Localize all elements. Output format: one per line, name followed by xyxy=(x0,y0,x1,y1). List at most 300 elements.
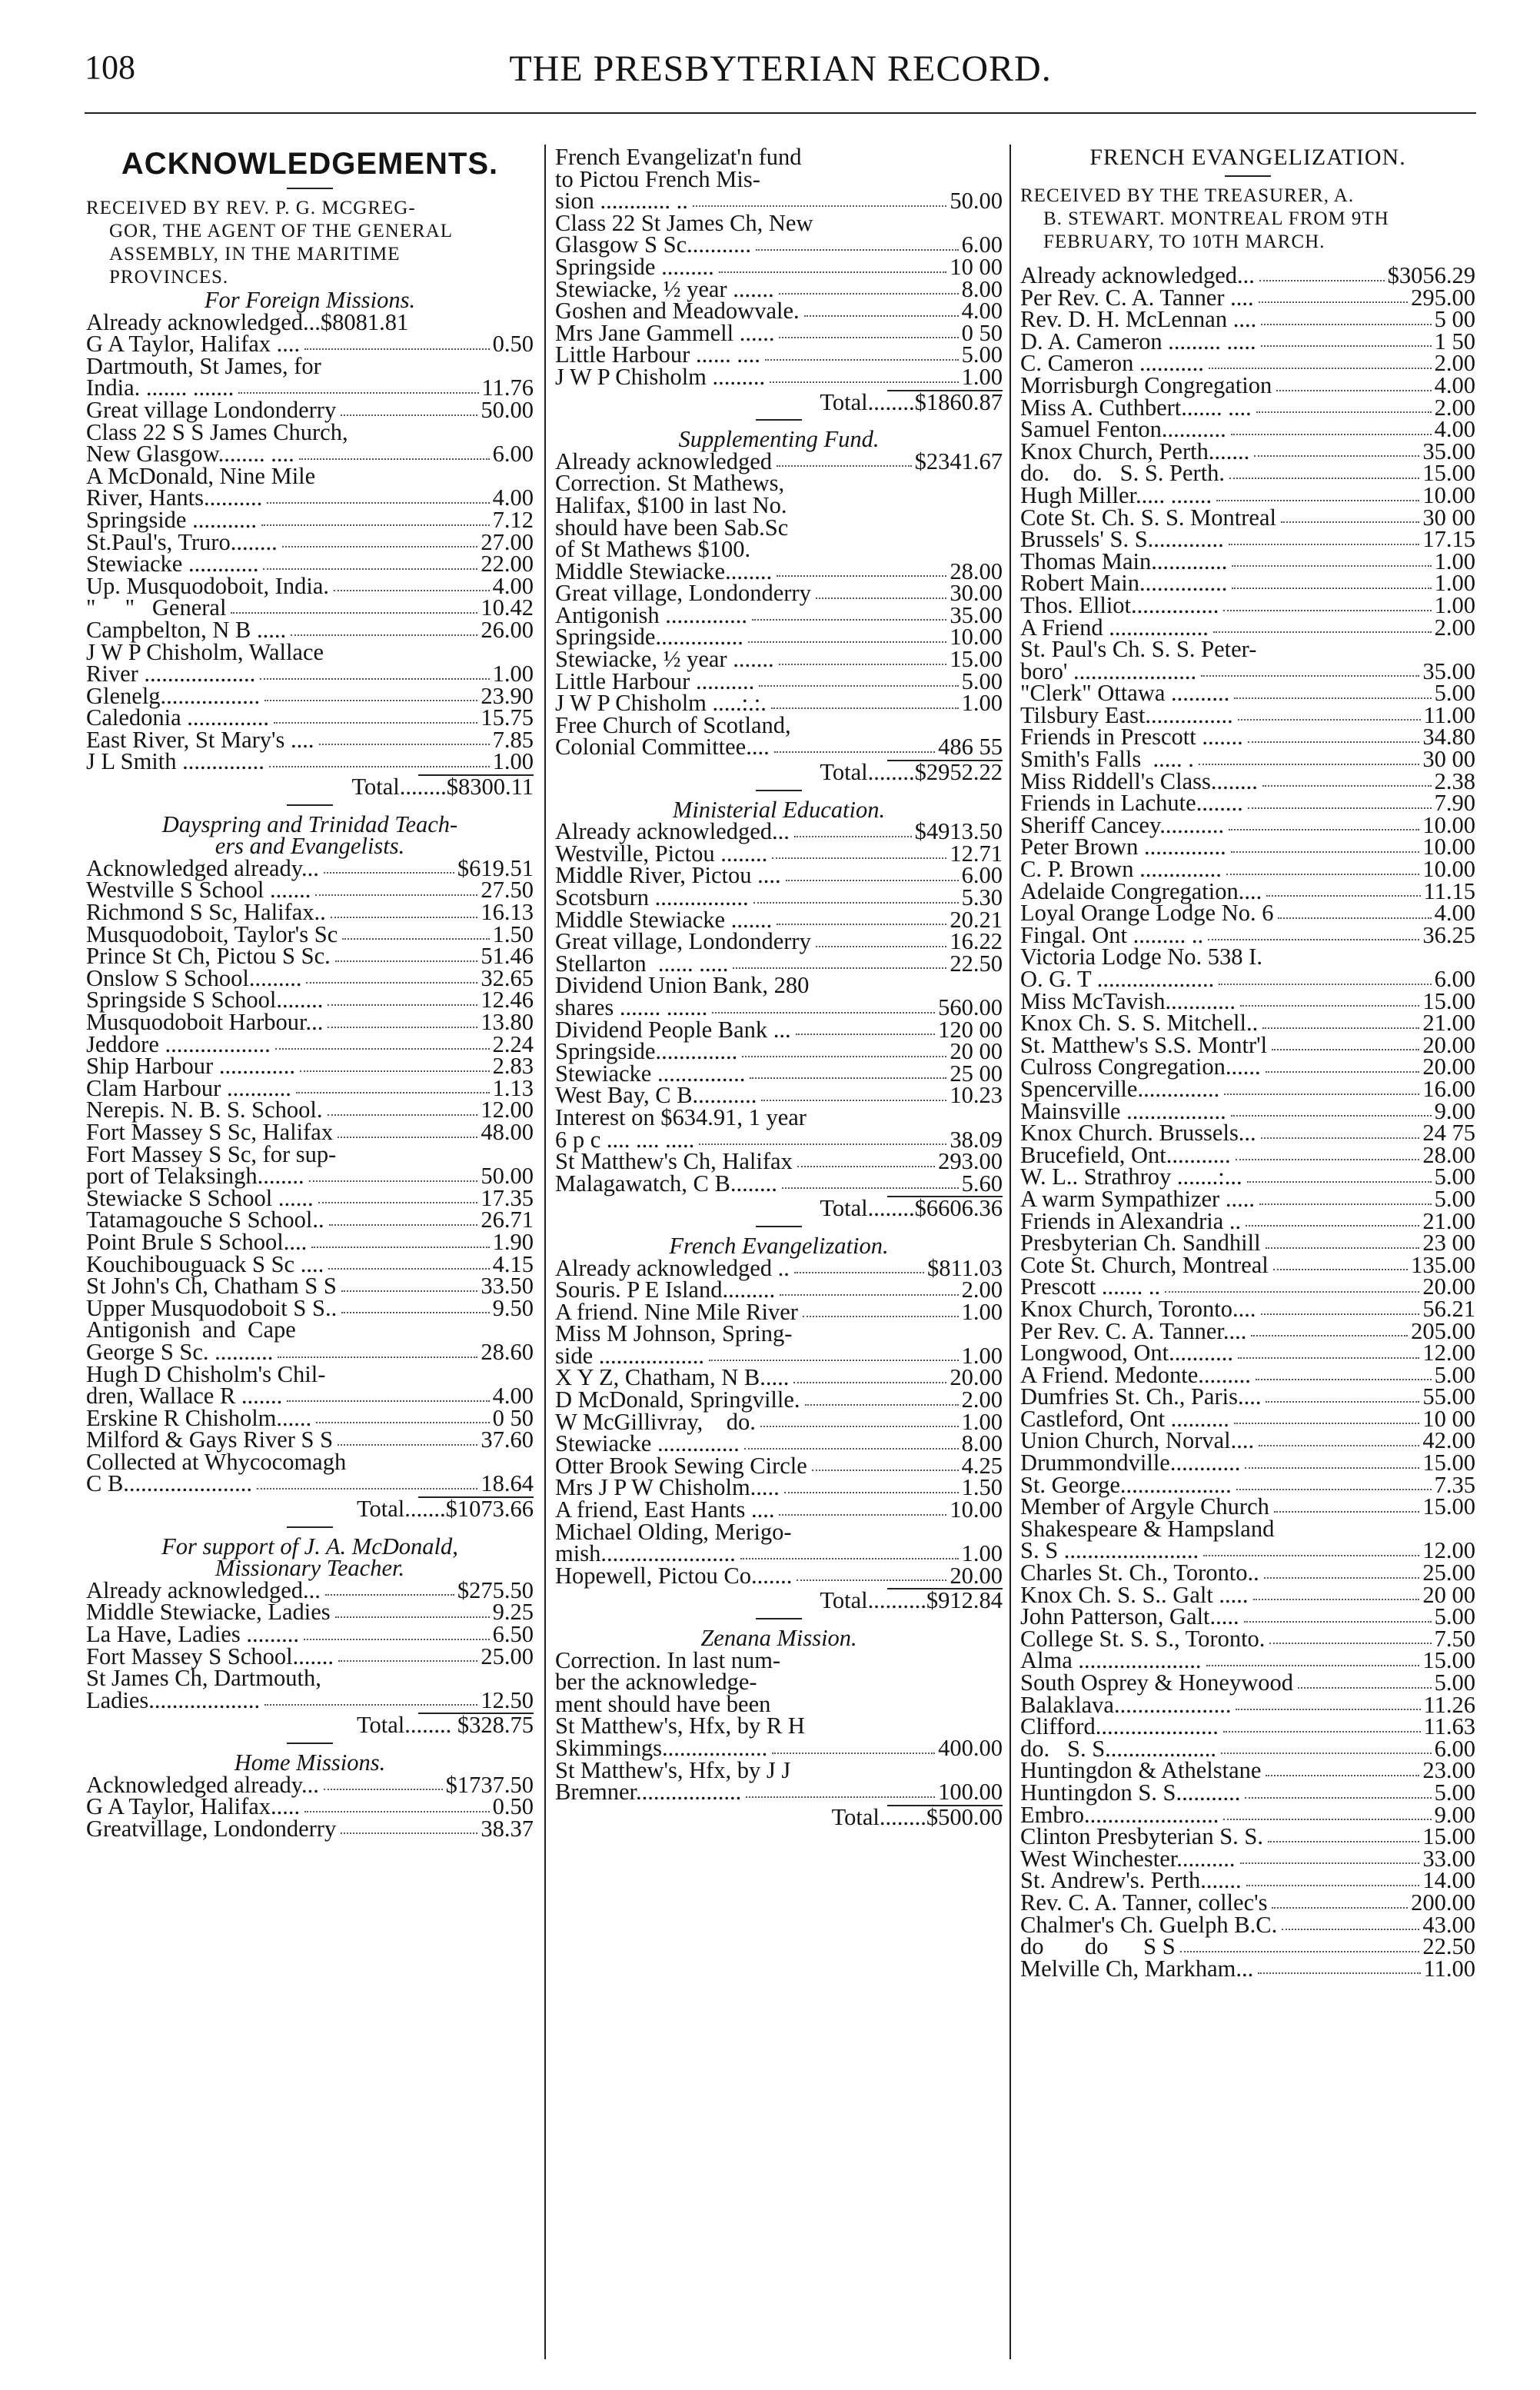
ledger-row xyxy=(555,1342,1003,1369)
entry-label: Huntingdon S. S........... xyxy=(1020,1779,1241,1806)
dot-leader xyxy=(1231,434,1432,435)
ledger-row xyxy=(555,165,1003,192)
dot-leader xyxy=(1281,521,1419,523)
entry-amount: 17.35 xyxy=(481,1184,534,1211)
dot-leader xyxy=(733,967,946,969)
dot-leader xyxy=(805,1404,959,1406)
ledger-row xyxy=(555,950,1003,977)
entry-label: Brussels' S. S............. xyxy=(1020,526,1224,553)
entry-amount: 293.00 xyxy=(938,1148,1003,1175)
entry-label: St. George................... xyxy=(1020,1471,1232,1498)
entry-label: Goshen and Meadowvale. xyxy=(555,298,800,325)
entry-label: St Matthew's, Hfx, by R H xyxy=(555,1713,805,1739)
entry-label: J W P Chisholm .....:.:. xyxy=(555,690,767,717)
dot-leader xyxy=(756,249,959,251)
entry-label: should have been Sab.Sc xyxy=(555,514,789,541)
entry-amount: 26.00 xyxy=(481,616,534,643)
entry-amount: $3056.29 xyxy=(1387,262,1475,288)
dot-leader xyxy=(1268,1841,1419,1842)
entry-label: Erskine R Chisholm...... xyxy=(86,1404,312,1431)
ledger-row xyxy=(1020,1097,1475,1124)
entry-amount: 2.00 xyxy=(1434,394,1475,421)
entry-amount: 5.60 xyxy=(961,1170,1003,1197)
entry-amount: 7.50 xyxy=(1434,1625,1475,1652)
entry-label: Dartmouth, St James, for xyxy=(86,352,321,379)
entry-amount: 15.00 xyxy=(1422,987,1475,1014)
ledger-row xyxy=(1020,767,1475,794)
entry-label: Chalmer's Ch. Guelph B.C. xyxy=(1020,1911,1278,1938)
entry-label: Milford & Gays River S S xyxy=(86,1426,334,1453)
total-row: Total.......$1073.66 xyxy=(357,1496,534,1523)
dot-leader xyxy=(324,1789,443,1790)
entry-label: Peter Brown .............. xyxy=(1020,834,1226,860)
entry-amount: 35.00 xyxy=(950,601,1003,628)
ledger-row xyxy=(1020,328,1475,355)
dot-leader xyxy=(1199,764,1420,765)
dot-leader xyxy=(771,707,959,709)
entry-label: Musquodoboit, Taylor's Sc xyxy=(86,920,338,947)
ledger-row xyxy=(555,906,1003,933)
ledger-row xyxy=(86,462,534,489)
entry-amount: 1.00 xyxy=(961,1298,1003,1325)
entry-label: St Matthew's, Hfx, by J J xyxy=(555,1756,791,1783)
entry-label: La Have, Ladies ......... xyxy=(86,1621,299,1648)
entry-label: Onslow S School......... xyxy=(86,964,302,991)
ledger-row xyxy=(555,1016,1003,1043)
ledger-row xyxy=(555,1408,1003,1435)
entry-amount: 10.00 xyxy=(950,624,1003,651)
entry-amount: 5.00 xyxy=(1434,1779,1475,1806)
entry-amount: 15.00 xyxy=(1422,1493,1475,1520)
ledger-row xyxy=(86,1250,534,1277)
section-title-ministerial: Ministerial Education. xyxy=(672,796,886,823)
dot-leader xyxy=(712,1012,935,1014)
dot-leader xyxy=(264,1704,477,1706)
dot-leader xyxy=(1232,565,1431,567)
total-row: Total........$500.00 xyxy=(831,1803,1003,1830)
entry-amount: 4.00 xyxy=(1434,900,1475,927)
ledger-row xyxy=(555,1040,1003,1063)
entry-label: sion ............ .. xyxy=(555,188,688,215)
ledger-row xyxy=(1020,701,1475,728)
entry-amount: 7.35 xyxy=(1434,1471,1475,1498)
entry-label: Halifax, $100 in last No. xyxy=(555,491,787,518)
ledger-row xyxy=(555,253,1003,280)
dot-leader xyxy=(1213,631,1432,633)
dot-leader xyxy=(1258,1972,1420,1974)
entry-label: O. G. T .................... xyxy=(1020,966,1215,992)
entry-amount: 25.00 xyxy=(1422,1559,1475,1586)
ledger-row xyxy=(1020,1735,1475,1762)
entry-label: College St. S. S., Toronto. xyxy=(1020,1625,1266,1652)
entry-amount: 11.26 xyxy=(1423,1691,1475,1718)
ledger-row xyxy=(1020,1295,1475,1322)
entry-amount: $4913.50 xyxy=(914,818,1003,845)
dot-leader xyxy=(777,575,946,577)
entry-label: Scotsburn ................ xyxy=(555,884,749,910)
entry-amount: 5.00 xyxy=(1434,1361,1475,1388)
ledger-row xyxy=(86,638,534,665)
dot-leader xyxy=(777,465,912,467)
entry-label: St. Matthew's S.S. Montr'l xyxy=(1020,1031,1268,1058)
ledger-row xyxy=(555,1690,1003,1717)
dot-leader xyxy=(304,1639,490,1640)
dot-leader xyxy=(1266,1247,1420,1249)
section-title-french-evangelization: French Evangelization. xyxy=(669,1232,889,1259)
dot-leader xyxy=(341,1832,477,1834)
entry-amount: 17.15 xyxy=(1422,526,1475,553)
dot-leader xyxy=(1223,1731,1421,1733)
entry-label: Upper Musquodoboit S S.. xyxy=(86,1294,338,1321)
entry-amount: 11.00 xyxy=(1423,701,1475,728)
ledger-row xyxy=(86,1426,534,1453)
entry-amount: 27.00 xyxy=(481,528,534,555)
ledger-row xyxy=(1020,1471,1475,1498)
entry-label: ber the acknowledge- xyxy=(555,1669,757,1696)
entry-label: George S Sc. .......... xyxy=(86,1338,274,1365)
dot-leader xyxy=(324,872,454,874)
dot-leader xyxy=(1229,544,1420,545)
entry-amount: 4.00 xyxy=(1434,416,1475,443)
entry-amount: 32.65 xyxy=(481,964,534,991)
entry-label: Bremner.................. xyxy=(555,1779,742,1806)
entry-label: Michael Olding, Merigo- xyxy=(555,1518,792,1545)
entry-label: Campbelton, N B ..... xyxy=(86,616,287,643)
entry-amount: 2.38 xyxy=(1434,767,1475,794)
page-number: 108 xyxy=(85,48,135,86)
dot-leader xyxy=(1226,874,1420,875)
entry-amount: 0 50 xyxy=(961,319,1003,346)
ledger-row xyxy=(555,1452,1003,1479)
dot-leader xyxy=(765,359,959,361)
entry-amount: 205.00 xyxy=(1411,1317,1475,1344)
entry-label: Great village, Londonderry xyxy=(555,580,811,607)
entry-amount: 11.00 xyxy=(1423,1955,1475,1982)
ledger-row xyxy=(555,275,1003,302)
entry-label: A Friend ................. xyxy=(1020,614,1209,641)
ledger-row xyxy=(86,484,534,511)
dot-leader xyxy=(709,1360,959,1361)
entry-label: Mrs Jane Gammell ...... xyxy=(555,319,775,346)
ledger-row xyxy=(1020,836,1475,858)
entry-amount: 1.00 xyxy=(961,1408,1003,1435)
entry-label: Stewiacke, ½ year ....... xyxy=(555,646,774,673)
entry-amount: 1.00 xyxy=(1434,548,1475,574)
ledger-row xyxy=(555,1150,1003,1173)
ledger-row xyxy=(1020,680,1475,707)
dot-leader xyxy=(1229,478,1419,479)
entry-amount: 15.75 xyxy=(481,704,534,731)
column-middle xyxy=(555,146,1003,1828)
entry-amount: 14.00 xyxy=(1422,1867,1475,1894)
dot-leader xyxy=(1259,301,1408,303)
dot-leader xyxy=(742,1056,946,1057)
entry-amount: 12.46 xyxy=(481,987,534,1014)
entry-label: Middle Stewiacke ....... xyxy=(555,906,773,933)
ledger-row xyxy=(1020,1342,1475,1364)
entry-label: Miss M Johnson, Spring- xyxy=(555,1320,793,1347)
entry-amount: 12.50 xyxy=(481,1686,534,1713)
entry-label: G A Taylor, Halifax..... xyxy=(86,1793,301,1820)
dot-leader xyxy=(299,458,490,460)
entry-amount: 6.50 xyxy=(492,1621,534,1648)
entry-label: Colonial Committee.... xyxy=(555,734,770,761)
dot-leader xyxy=(1262,785,1432,787)
entry-amount: 30.00 xyxy=(950,580,1003,607)
ledger-row xyxy=(1020,548,1475,574)
entry-amount: 33.00 xyxy=(1422,1845,1475,1872)
entry-label: South Osprey & Honeywood xyxy=(1020,1669,1293,1696)
ledger-row xyxy=(1020,968,1475,990)
entry-amount: 6.00 xyxy=(961,862,1003,889)
ledger-row xyxy=(1020,1845,1475,1872)
entry-label: W McGillivray, do. xyxy=(555,1408,756,1435)
section-title-mcdonald: For support of J. A. McDonald, Missionary Teacher. xyxy=(161,1533,458,1582)
dot-leader xyxy=(782,1187,959,1189)
entry-amount: 10.00 xyxy=(1422,481,1475,508)
ledger-row xyxy=(86,1338,534,1365)
entry-amount: 20.00 xyxy=(1422,1054,1475,1080)
entry-amount: 30 00 xyxy=(1422,746,1475,773)
ledger-row xyxy=(1020,1933,1475,1960)
entry-label: Ladies................... xyxy=(86,1686,261,1713)
entry-amount: 4.00 xyxy=(961,298,1003,325)
entry-amount: 20.00 xyxy=(950,1364,1003,1391)
entry-amount: 2.00 xyxy=(961,1277,1003,1303)
entry-label: Knox Ch. S. S.. Galt ..... xyxy=(1020,1581,1249,1608)
ledger-row xyxy=(555,1756,1003,1783)
entry-label: Union Church, Norval.... xyxy=(1020,1427,1255,1454)
entry-label: St John's Ch, Chatham S S xyxy=(86,1273,337,1300)
dot-leader xyxy=(325,1594,454,1596)
dot-leader xyxy=(816,598,947,599)
entry-amount: 33.50 xyxy=(481,1273,534,1300)
ledger-list xyxy=(555,448,1003,761)
dot-leader xyxy=(315,894,477,896)
entry-label: A McDonald, Nine Mile xyxy=(86,462,316,489)
ledger-row xyxy=(555,994,1003,1020)
dot-leader xyxy=(275,1048,490,1050)
ledger-row xyxy=(86,748,534,775)
entry-label: River, Hants.......... xyxy=(86,484,263,511)
header-rule xyxy=(85,112,1476,114)
ledger-row xyxy=(86,572,534,599)
ledger-row xyxy=(555,470,1003,497)
entry-label: Glenelg................. xyxy=(86,682,261,709)
entry-label: Already acknowledged... xyxy=(86,1576,321,1603)
entry-label: G A Taylor, Halifax .... xyxy=(86,331,301,358)
ledger-row xyxy=(1020,946,1475,968)
dot-leader xyxy=(338,1444,477,1446)
dot-leader xyxy=(1261,1137,1420,1139)
dot-leader xyxy=(793,1382,946,1383)
dot-leader xyxy=(1216,500,1419,501)
entry-amount: 50.00 xyxy=(481,396,534,423)
dot-leader xyxy=(316,1422,489,1423)
entry-amount: 10.00 xyxy=(1422,811,1475,838)
entry-label: West Bay, C B........... xyxy=(555,1082,757,1109)
entry-label: St.Paul's, Truro........ xyxy=(86,528,278,555)
entry-amount: 28.00 xyxy=(1422,1141,1475,1168)
column-left xyxy=(86,146,534,1842)
dot-leader xyxy=(1238,1357,1419,1359)
ledger-row xyxy=(86,726,534,753)
section-title-home-missions: Home Missions. xyxy=(234,1749,386,1776)
ledger-row xyxy=(86,663,534,685)
ledger-row xyxy=(555,1103,1003,1130)
entry-amount: 6.00 xyxy=(1434,1735,1475,1762)
ledger-row xyxy=(86,1163,534,1190)
entry-label: Balaklava.................... xyxy=(1020,1691,1232,1718)
entry-amount: 2.24 xyxy=(492,1030,534,1057)
entry-amount: 21.00 xyxy=(1422,1010,1475,1037)
dot-leader xyxy=(282,546,478,548)
ledger-row xyxy=(1020,1031,1475,1058)
entry-label: Jeddore .................. xyxy=(86,1030,271,1057)
entry-amount: 1.50 xyxy=(492,920,534,947)
dot-leader xyxy=(1221,1753,1432,1754)
ledger-row xyxy=(86,1793,534,1820)
entry-label: W. L.. Strathroy .......:... xyxy=(1020,1163,1242,1190)
entry-label: Rev. C. A. Tanner, collec's xyxy=(1020,1889,1268,1916)
ledger-row xyxy=(86,506,534,533)
entry-amount: 12.71 xyxy=(950,840,1003,867)
dot-leader xyxy=(1208,939,1419,940)
ledger-row xyxy=(1020,481,1475,508)
ledger-row xyxy=(555,1562,1003,1589)
ledger-row xyxy=(1020,1273,1475,1300)
dot-leader xyxy=(274,722,477,724)
dot-leader xyxy=(1246,1225,1419,1227)
entry-label: India. ....... ....... xyxy=(86,374,234,401)
entry-amount: 7.85 xyxy=(492,726,534,753)
ledger-list xyxy=(555,146,1003,388)
entry-amount: 1.00 xyxy=(492,661,534,687)
entry-label: Culross Congregation...... xyxy=(1020,1054,1261,1080)
entry-label: Stewiacke ............ xyxy=(86,551,259,578)
ledger-row xyxy=(1020,438,1475,464)
french-evangelization-heading: FRENCH EVANGELIZATION. xyxy=(1089,145,1406,170)
ledger-row xyxy=(1020,1317,1475,1344)
entry-amount: 295.00 xyxy=(1411,284,1475,311)
total-row: Total........$6606.36 xyxy=(820,1195,1003,1222)
entry-amount: 16.13 xyxy=(481,899,534,926)
entry-amount: 10.00 xyxy=(1422,834,1475,860)
entry-label: Spencerville.............. xyxy=(1020,1075,1220,1102)
entry-amount: 120 00 xyxy=(938,1016,1003,1043)
entry-amount: 16.00 xyxy=(1422,1075,1475,1102)
ledger-row xyxy=(1020,1207,1475,1234)
entry-label: Already acknowledged... xyxy=(555,818,790,845)
dot-leader xyxy=(1247,1181,1432,1183)
dot-leader xyxy=(779,293,959,295)
entry-amount: 23 00 xyxy=(1422,1230,1475,1257)
dot-leader xyxy=(264,700,477,701)
running-title: THE PRESBYTERIAN RECORD. xyxy=(509,48,1052,89)
entry-label: River ................... xyxy=(86,661,256,687)
ledger-row xyxy=(1020,638,1475,661)
dot-leader xyxy=(1272,1907,1408,1909)
dot-leader xyxy=(1266,1775,1419,1776)
dot-leader xyxy=(1219,984,1431,985)
entry-label: Hugh D Chisholm's Chil- xyxy=(86,1360,326,1387)
ledger-row xyxy=(555,1715,1003,1737)
ledger-row xyxy=(555,690,1003,717)
ledger-row xyxy=(86,396,534,423)
entry-amount: 22.00 xyxy=(481,551,534,578)
ledger-row xyxy=(1020,1801,1475,1828)
ledger-row xyxy=(1020,748,1475,771)
dot-leader xyxy=(1234,697,1431,699)
ledger-row xyxy=(555,1386,1003,1413)
acknowledgements-heading: ACKNOWLEDGEMENTS. xyxy=(121,147,499,181)
dot-leader xyxy=(1278,917,1431,919)
entry-amount: 25.00 xyxy=(481,1643,534,1669)
ledger-row xyxy=(86,704,534,731)
section-title-zenana: Zenana Mission. xyxy=(700,1625,857,1651)
entry-amount: 6.00 xyxy=(1434,966,1475,992)
entry-amount: 27.50 xyxy=(481,877,534,904)
ledger-row xyxy=(1020,1185,1475,1212)
ledger-row xyxy=(1020,724,1475,751)
entry-amount: 486 55 xyxy=(938,734,1003,761)
ledger-row xyxy=(555,448,1003,474)
entry-label: Westville S School ....... xyxy=(86,877,311,904)
entry-label: Springside ........... xyxy=(86,506,257,533)
entry-label: French Evangelizat'n fund xyxy=(555,144,802,170)
entry-amount: 7.12 xyxy=(492,506,534,533)
dot-leader xyxy=(1203,1555,1419,1556)
entry-amount: 28.00 xyxy=(950,558,1003,584)
entry-amount: 25 00 xyxy=(950,1060,1003,1087)
entry-amount: 24 75 xyxy=(1422,1120,1475,1147)
entry-label: J W P Chisholm, Wallace xyxy=(86,638,324,665)
entry-amount: 4.00 xyxy=(492,484,534,511)
entry-label: Springside S School........ xyxy=(86,987,324,1014)
ledger-row xyxy=(555,1540,1003,1567)
dot-leader xyxy=(1298,1687,1432,1689)
entry-label: Embro....................... xyxy=(1020,1801,1219,1828)
ledger-row xyxy=(1020,460,1475,487)
ledger-list xyxy=(1020,262,1475,1982)
entry-label: S. S ....................... xyxy=(1020,1537,1199,1564)
ledger-row xyxy=(1020,1911,1475,1938)
entry-amount: 0 50 xyxy=(492,1404,534,1431)
ledger-row xyxy=(555,667,1003,694)
entry-amount: 43.00 xyxy=(1422,1911,1475,1938)
entry-label: X Y Z, Chatham, N B..... xyxy=(555,1364,790,1391)
entry-amount: 15.00 xyxy=(950,646,1003,673)
column-divider xyxy=(544,145,546,2359)
ledger-row xyxy=(86,1228,534,1255)
entry-label: Antigonish .............. xyxy=(555,601,747,628)
ledger-row xyxy=(86,594,534,621)
entry-label: Robert Main............... xyxy=(1020,570,1228,597)
ledger-row xyxy=(1020,1427,1475,1454)
dot-leader xyxy=(1201,675,1419,677)
ledger-row xyxy=(1020,1823,1475,1850)
entry-label: C. P. Brown .............. xyxy=(1020,856,1222,883)
entry-amount: 10 00 xyxy=(950,253,1003,280)
entry-amount: 15.00 xyxy=(1422,1823,1475,1850)
dot-leader xyxy=(774,751,935,753)
entry-amount: 8.00 xyxy=(961,275,1003,302)
entry-label: C. Cameron ........... xyxy=(1020,350,1204,377)
entry-amount: 21.00 xyxy=(1422,1207,1475,1234)
entry-label: Correction. St Mathews, xyxy=(555,470,785,497)
dot-leader xyxy=(287,1400,489,1402)
ledger-row xyxy=(555,558,1003,584)
